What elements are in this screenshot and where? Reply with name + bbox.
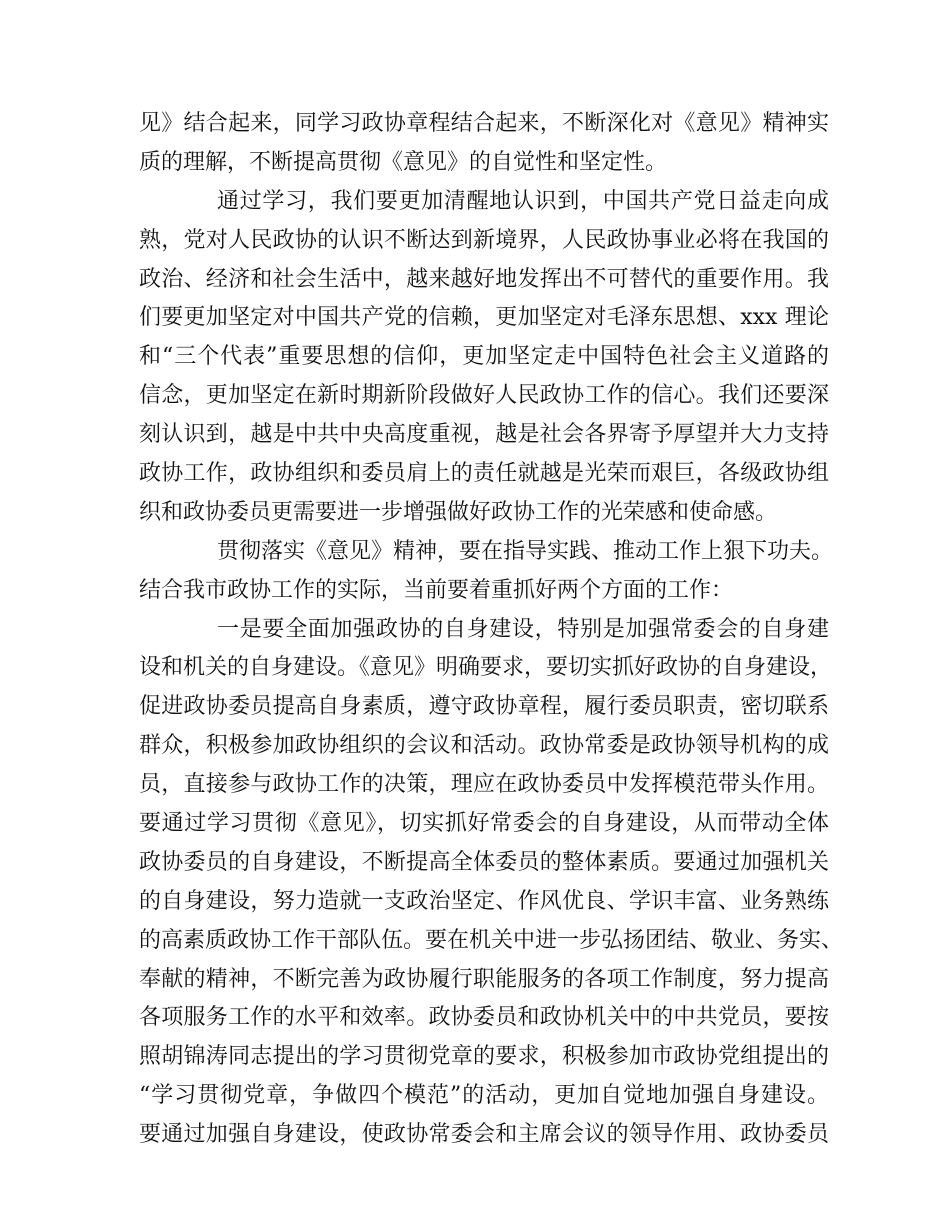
text-line: 要通过学习贯彻《意见》，切实抓好常委会的自身建设，从而带动全体 xyxy=(139,811,829,837)
text-line: 奉献的精神，不断完善为政协履行职能服务的各项工作制度，努力提高 xyxy=(139,966,829,992)
text-line: 政协委员的自身建设，不断提高全体委员的整体素质。要通过加强机关 xyxy=(139,849,829,875)
text-line: 政治、经济和社会生活中，越来越好地发挥出不可替代的重要作用。我 xyxy=(139,266,829,292)
text-line: 设和机关的自身建设。《意见》明确要求，要切实抓好政协的自身建设， xyxy=(139,655,833,681)
text-line: 的自身建设，努力造就一支政治坚定、作风优良、学识丰富、业务熟练 xyxy=(139,888,829,914)
text-line: 促进政协委员提高自身素质，遵守政协章程，履行委员职责，密切联系 xyxy=(139,694,829,720)
text-line: 见》结合起来，同学习政协章程结合起来，不断深化对《意见》精神实 xyxy=(139,111,829,136)
paragraph-first-line: 贯彻落实《意见》精神，要在指导实践、推动工作上狠下功夫。 xyxy=(217,538,834,564)
text-line: 织和政协委员更需要进一步增强做好政协工作的光荣感和使命感。 xyxy=(139,499,778,525)
body-text xyxy=(139,105,844,1155)
text-line: 信念，更加坚定在新时期新阶段做好人民政协工作的信心。我们还要深 xyxy=(139,383,829,409)
text-line: 刻认识到，越是中共中央高度重视，越是社会各界寄予厚望并大力支持 xyxy=(139,422,829,448)
text-line: 质的理解，不断提高贯彻《意见》的自觉性和坚定性。 xyxy=(139,149,668,175)
text-line: 熟，党对人民政协的认识不断达到新境界，人民政协事业必将在我国的 xyxy=(139,227,829,253)
paragraph-first-line: 通过学习，我们要更加清醒地认识到，中国共产党日益走向成 xyxy=(217,188,829,214)
text-line: 结合我市政协工作的实际，当前要着重抓好两个方面的工作： xyxy=(139,577,734,603)
text-line: 要通过加强自身建设，使政协常委会和主席会议的领导作用、政协委员 xyxy=(139,1122,829,1148)
text-line: 政协工作，政协组织和委员肩上的责任就越是光荣而艰巨，各级政协组 xyxy=(139,461,829,487)
text-line: 照胡锦涛同志提出的学习贯彻党章的要求，积极参加市政协党组提出的 xyxy=(139,1044,829,1070)
paragraph-first-line: 一是要全面加强政协的自身建设，特别是加强常委会的自身建 xyxy=(217,616,829,642)
text-line: 们要更加坚定对中国共产党的信赖，更加坚定对毛泽东思想、xxx 理论 xyxy=(139,305,829,331)
text-line: 的高素质政协工作干部队伍。要在机关中进一步弘扬团结、敬业、务实、 xyxy=(139,927,844,953)
text-line: 群众，积极参加政协组织的会议和活动。政协常委是政协领导机构的成 xyxy=(139,733,829,759)
text-line: 员，直接参与政协工作的决策，理应在政协委员中发挥模范带头作用。 xyxy=(139,772,829,798)
text-line: 和“三个代表”重要思想的信仰，更加坚定走中国特色社会主义道路的 xyxy=(139,344,829,370)
text-line: 各项服务工作的水平和效率。政协委员和政协机关中的中共党员，要按 xyxy=(139,1005,829,1031)
text-line: “学习贯彻党章，争做四个模范”的活动，更加自觉地加强自身建设。 xyxy=(139,1083,829,1109)
